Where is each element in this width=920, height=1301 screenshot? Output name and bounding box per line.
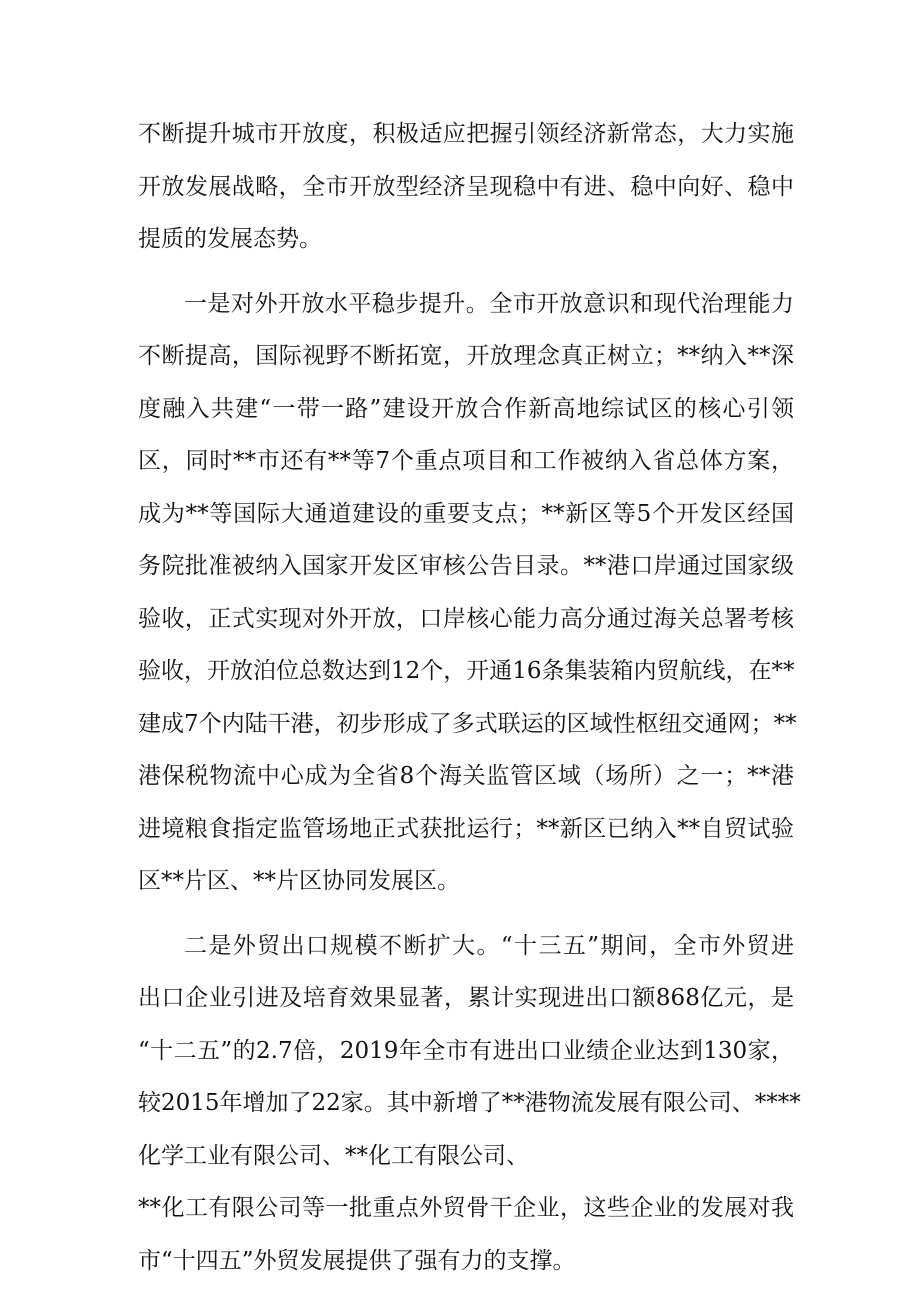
paragraph-line: 务院批准被纳入国家开发区审核公告目录。**港口岸通过国家级 [138,553,794,579]
paragraph-line: 市“十四五”外贸发展提供了强有力的支撑。 [138,1247,576,1274]
paragraph-line: 建成7个内陆干港，初步形成了多式联运的区域性枢纽交通网；** [138,710,797,737]
paragraph-line: 开放发展战略，全市开放型经济呈现稳中有进、稳中向好、稳中 [138,173,794,200]
paragraph-line: 验收，开放泊位总数达到12个，开通16条集装箱内贸航线，在** [138,658,795,684]
document-page [138,108,801,1287]
paragraph-gap [138,908,794,920]
paragraph-line: 化学工业有限公司、**化工有限公司、 [138,1142,529,1169]
paragraph-gap [138,266,794,278]
paragraph-line: 出口企业引进及培育效果显著，累计实现进出口额868亿元，是 [138,985,794,1011]
paragraph-line: 不断提升城市开放度，积极适应把握引领经济新常态，大力实施 [138,121,794,147]
paragraph-line: 港保税物流中心成为全省8个海关监管区域（场所）之一；**港 [138,763,794,789]
paragraph-line: 度融入共建“一带一路”建设开放合作新高地综试区的核心引领 [138,395,794,422]
paragraph-line: **化工有限公司等一批重点外贸骨干企业，这些企业的发展对我 [138,1195,794,1221]
paragraph-line: 区，同时**市还有**等7个重点项目和工作被纳入省总体方案， [138,448,794,474]
paragraph-foreign-trade [138,920,801,1288]
paragraph-line: 提质的发展态势。 [138,226,322,252]
paragraph-line: 较2015年增加了22家。其中新增了**港物流发展有限公司、**** [138,1090,801,1116]
paragraph-line: 验收，正式实现对外开放，口岸核心能力高分通过海关总署考核 [138,605,794,632]
paragraph-line: 进境粮食指定监管场地正式获批运行；**新区已纳入**自贸试验 [138,815,794,842]
paragraph-line: 成为**等国际大通道建设的重要支点；**新区等5个开发区经国 [138,500,794,527]
paragraph-line: 区**片区、**片区协同发展区。 [138,868,460,894]
paragraph-line: 不断提高，国际视野不断拓宽，开放理念真正树立；**纳入**深 [138,343,794,369]
paragraph-line: 二是外贸出口规模不断扩大。“十三五”期间，全市外贸进 [184,932,794,959]
paragraph-line: 一是对外开放水平稳步提升。全市开放意识和现代治理能力 [184,290,794,317]
paragraph-intro [138,108,794,266]
paragraph-opening-up [138,278,797,908]
paragraph-line: “十二五”的2.7倍，2019年全市有进出口业绩企业达到130家， [138,1037,794,1064]
